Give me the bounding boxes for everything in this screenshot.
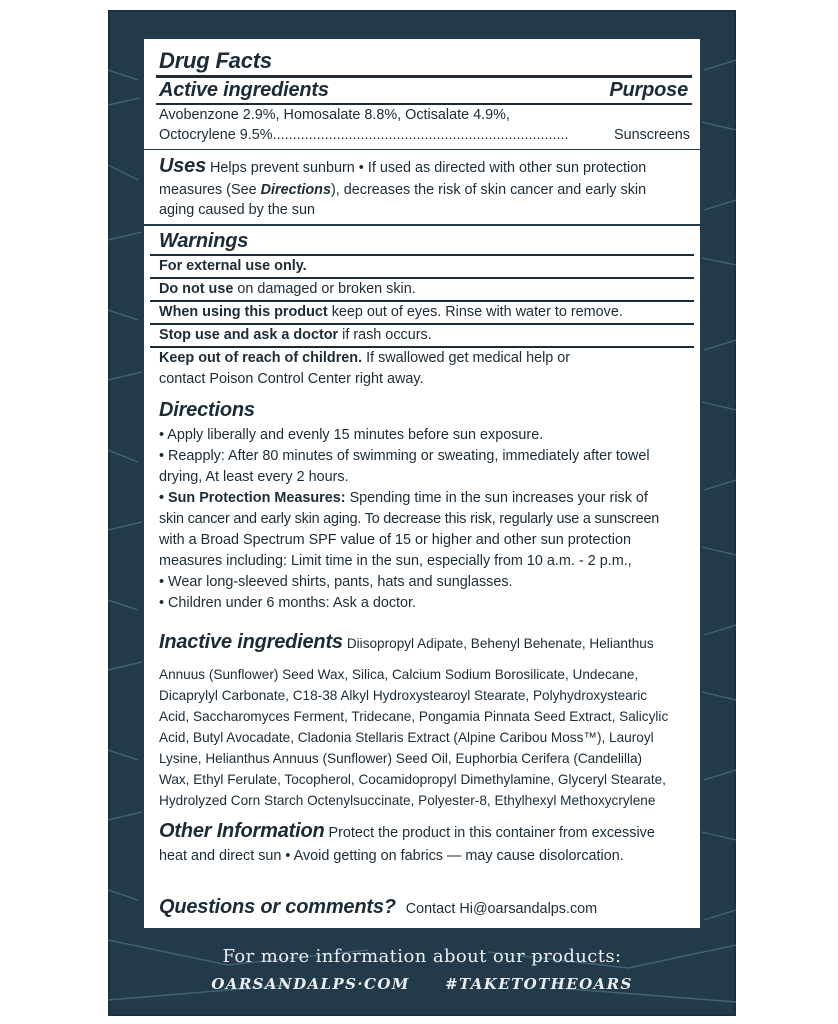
keep-out-text2: contact Poison Control Center right away. (159, 371, 424, 387)
product-box-back (108, 10, 736, 1016)
inactive-line5: Acid, Butyl Avocadate, Cladonia Stellaris Extract (Alpine Caribou Moss™), Lauroyl (159, 730, 654, 745)
directions-panel (144, 397, 700, 627)
when-using-text (159, 302, 623, 323)
directions-line4 (159, 488, 648, 509)
directions-line9: • Children under 6 months: Ask a doctor. (159, 595, 417, 611)
directions-line5: skin cancer and early skin aging. To decrease this risk, regularly use a sunscreen (159, 511, 660, 527)
inactive-line4: Acid, Saccharomyces Ferment, Tridecane, Pongamia Pinnata Seed Extract, Salicylic (159, 709, 669, 724)
inactive-line8: Hydrolyzed Corn Starch Octenylsuccinate, Polyester-8, Ethylhexyl Methoxycrylene (159, 793, 656, 808)
sun-protection-label: • Sun Protection Measures: (159, 490, 346, 506)
dotted-leader: .......................................................................... (272, 127, 569, 143)
inactive-ingredients-heading: Inactive ingredients (159, 631, 343, 653)
inactive-line6: Lysine, Helianthus Annuus (Sunflower) Seed Oil, Euphorbia Cerifera (Candelilla) (159, 751, 643, 766)
active-ingredients-line2 (159, 125, 690, 146)
drug-facts-title: Drug Facts (159, 48, 272, 73)
website-link[interactable]: OARSANDALPS·COM (211, 975, 410, 993)
uses-line2-post: ), decreases the risk of skin cancer and early skin (330, 182, 647, 198)
keep-out-text (159, 348, 570, 369)
footer-links (108, 975, 736, 993)
keep-out-label: Keep out of reach of children. (159, 350, 363, 366)
inactive-line3: Dicaprylyl Carbonate, C18-38 Alkyl Hydroxystearoyl Stearate, Polyhydroxystearic (159, 688, 648, 703)
stop-use-detail: if rash occurs. (342, 327, 432, 343)
uses-line2 (159, 180, 646, 201)
octocrylene-ingredient: Octocrylene 9.5% (159, 127, 273, 143)
inactive-line7: Wax, Ethyl Ferulate, Tocopherol, Cocamidopropyl Dimethylamine, Glyceryl Stearate, (159, 772, 666, 787)
other-text-line1: Protect the product in this container from excessive (328, 825, 655, 841)
do-not-use-text (159, 279, 416, 300)
questions-heading: Questions or comments? (159, 896, 396, 918)
questions-line (159, 897, 597, 920)
active-ingredients-line1: Avobenzone 2.9%, Homosalate 8.8%, Octisalate 4.9%, (159, 107, 510, 123)
hashtag-text: #TAKETOTHEOARS (445, 975, 633, 993)
purpose-heading: Purpose (609, 79, 688, 101)
uses-line3: aging caused by the sun (159, 202, 316, 218)
stop-use-text (159, 325, 432, 346)
inactive-text-line1: Diisopropyl Adipate, Behenyl Behenate, Helianthus (346, 636, 654, 651)
directions-line8: • Wear long-sleeved shirts, pants, hats and sunglasses. (159, 574, 513, 590)
directions-line2: • Reapply: After 80 minutes of swimming or sweating, immediately after towel (159, 448, 650, 464)
stop-use-label: Stop use and ask a doctor (159, 327, 339, 343)
do-not-use-detail: on damaged or broken skin. (237, 281, 416, 297)
directions-line7: measures including: Limit time in the sun, especially from 10 a.m. - 2 p.m., (159, 553, 632, 569)
inactive-line2: Annuus (Sunflower) Seed Wax, Silica, Calcium Sodium Borosilicate, Undecane, (159, 667, 639, 682)
inactive-ingredients-panel (144, 622, 700, 815)
directions-line1: • Apply liberally and evenly 15 minutes before sun exposure. (159, 427, 544, 443)
external-use-text: For external use only. (159, 258, 307, 274)
footer-info-line: For more information about our products: (222, 946, 622, 967)
other-line1 (159, 821, 655, 844)
do-not-use-label: Do not use (159, 281, 234, 297)
directions-line3: drying, At least every 2 hours. (159, 469, 349, 485)
directions-heading: Directions (159, 399, 255, 421)
directions-reference: Directions (260, 182, 331, 198)
other-information-panel (144, 810, 700, 893)
uses-text: Helps prevent sunburn • If used as directed with other sun protection (210, 160, 647, 176)
when-using-detail: keep out of eyes. Rinse with water to remove. (331, 304, 623, 320)
questions-panel (144, 892, 700, 928)
inactive-line1 (159, 632, 654, 655)
other-information-heading: Other Information (159, 820, 325, 842)
sun-protection-text: Spending time in the sun increases your risk of (349, 490, 648, 506)
uses-line1 (159, 156, 646, 179)
when-using-label: When using this product (159, 304, 328, 320)
uses-heading: Uses (159, 155, 207, 177)
sunscreens-purpose: Sunscreens (614, 127, 690, 143)
warnings-heading: Warnings (159, 230, 249, 252)
directions-line6: with a Broad Spectrum SPF value of 15 or higher and other sun protection (159, 532, 631, 548)
drug-facts-panel (144, 39, 700, 149)
other-line2: heat and direct sun • Avoid getting on fabrics — may cause disolorcation. (159, 848, 624, 864)
keep-out-detail: If swallowed get medical help or (366, 350, 571, 366)
contact-email: Contact Hi@oarsandalps.com (405, 901, 598, 917)
active-ingredients-heading: Active ingredients (159, 79, 329, 101)
uses-panel (144, 150, 700, 224)
warnings-panel (144, 226, 700, 399)
drug-facts-rule (156, 75, 692, 78)
uses-line2-pre: measures (See (159, 182, 261, 198)
